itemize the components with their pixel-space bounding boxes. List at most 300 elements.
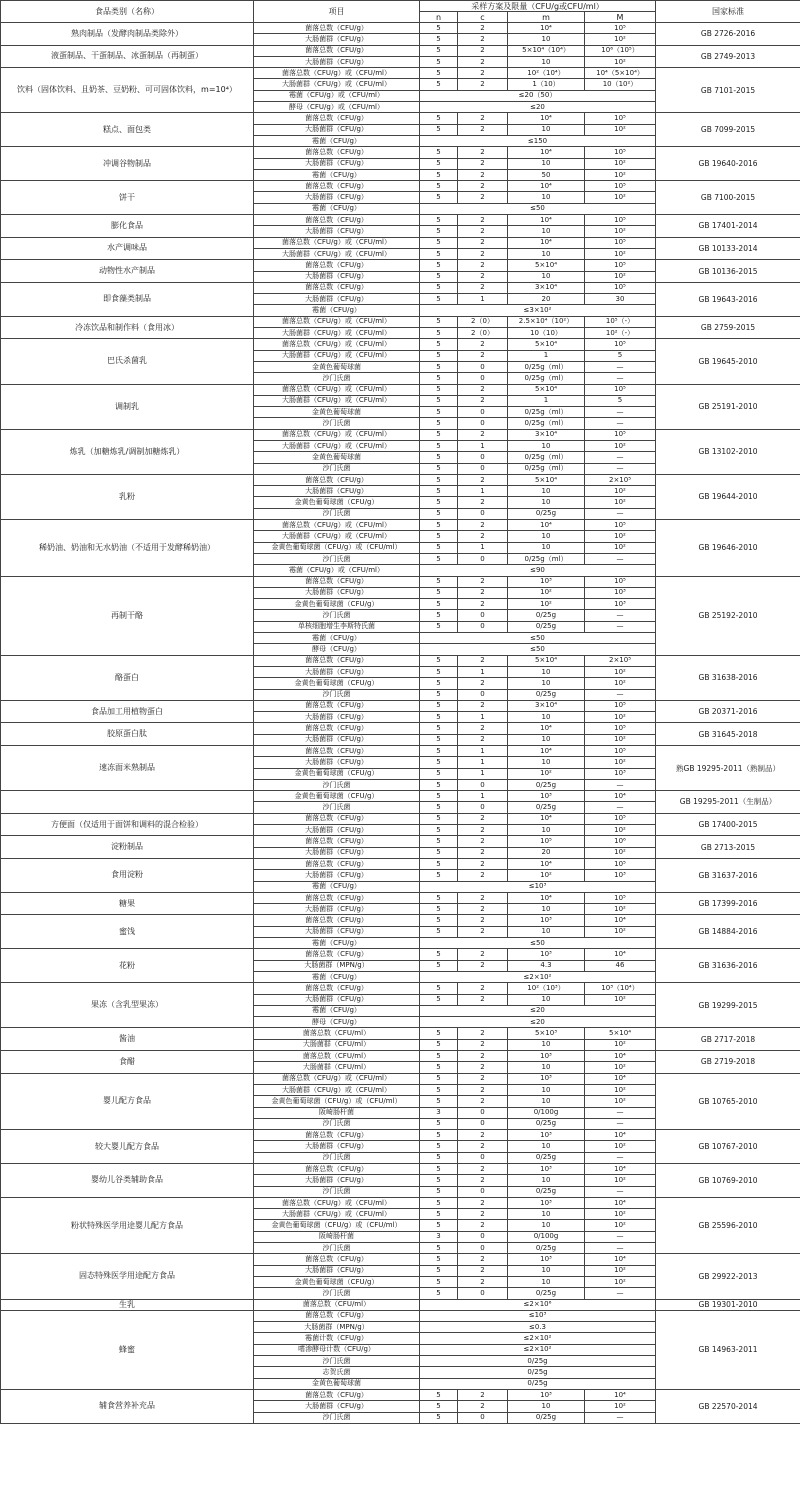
item-cell: 大肠菌群（CFU/g） bbox=[254, 666, 420, 677]
item-cell: 大肠菌群（CFU/g） bbox=[254, 734, 420, 745]
item-cell: 大肠菌群（CFU/g）或（CFU/ml） bbox=[254, 248, 420, 259]
m-cell: 10⁴ bbox=[508, 237, 585, 248]
M-cell: — bbox=[585, 689, 656, 700]
m-cell: 0/25g（ml） bbox=[508, 418, 585, 429]
item-cell: 沙门氏菌 bbox=[254, 779, 420, 790]
M-cell: — bbox=[585, 1118, 656, 1129]
food-category-cell: 婴幼儿谷类辅助食品 bbox=[1, 1163, 254, 1197]
c-cell: 0 bbox=[458, 1118, 508, 1129]
M-cell: 10² bbox=[585, 56, 656, 67]
n-cell: 5 bbox=[420, 1254, 458, 1265]
M-cell: 5 bbox=[585, 350, 656, 361]
m-cell: 4.3 bbox=[508, 960, 585, 971]
item-cell: 菌落总数（CFU/g） bbox=[254, 723, 420, 734]
m-cell: 0/25g bbox=[508, 1118, 585, 1129]
M-cell: 10⁵ bbox=[585, 113, 656, 124]
m-cell: 10 bbox=[508, 1062, 585, 1073]
food-category-cell: 花粉 bbox=[1, 949, 254, 983]
table-row bbox=[1, 1389, 800, 1400]
c-cell: 2 bbox=[458, 825, 508, 836]
m-cell: 10 bbox=[508, 1401, 585, 1412]
M-cell: 10⁴ bbox=[585, 1197, 656, 1208]
m-cell: 10³ bbox=[508, 1389, 585, 1400]
m-cell: 10⁴ bbox=[508, 723, 585, 734]
c-cell: 2 bbox=[458, 113, 508, 124]
c-cell: 0 bbox=[458, 418, 508, 429]
c-cell: 2 bbox=[458, 282, 508, 293]
c-cell: 2 bbox=[458, 350, 508, 361]
n-cell: 5 bbox=[420, 226, 458, 237]
standard-cell: GB 7101-2015 bbox=[656, 68, 800, 113]
item-cell: 沙门氏菌 bbox=[254, 1118, 420, 1129]
m-cell: 0/25g bbox=[508, 508, 585, 519]
food-category-cell: 糕点、面包类 bbox=[1, 113, 254, 147]
item-cell: 霉菌（CFU/g） bbox=[254, 305, 420, 316]
m-cell: 10 bbox=[508, 1276, 585, 1287]
table-row bbox=[1, 45, 800, 56]
c-cell: 0 bbox=[458, 1152, 508, 1163]
m-cell: 10 bbox=[508, 497, 585, 508]
item-cell: 阪崎肠杆菌 bbox=[254, 1231, 420, 1242]
m-cell: 10⁴ bbox=[508, 520, 585, 531]
standard-cell: GB 2717-2018 bbox=[656, 1028, 800, 1051]
M-cell: 10³ bbox=[585, 768, 656, 779]
n-cell: 5 bbox=[420, 915, 458, 926]
c-cell: 2 bbox=[458, 858, 508, 869]
c-cell: 0 bbox=[458, 1186, 508, 1197]
c-cell: 2 bbox=[458, 1209, 508, 1220]
m-cell: 10 bbox=[508, 34, 585, 45]
item-cell: 菌落总数（CFU/g） bbox=[254, 813, 420, 824]
c-cell: 2 bbox=[458, 34, 508, 45]
food-category-cell: 饮料（固体饮料、且奶茶、豆奶粉、可可固体饮料，m=10⁴） bbox=[1, 68, 254, 113]
item-cell: 大肠菌群（CFU/ml） bbox=[254, 1062, 420, 1073]
standard-cell: GB 10769-2010 bbox=[656, 1163, 800, 1197]
M-cell: — bbox=[585, 1412, 656, 1423]
c-cell: 2 bbox=[458, 1073, 508, 1084]
c-cell: 1 bbox=[458, 712, 508, 723]
c-cell: 0 bbox=[458, 1288, 508, 1299]
food-category-cell: 巴氏杀菌乳 bbox=[1, 339, 254, 384]
standard-cell: GB 2713-2015 bbox=[656, 836, 800, 859]
item-cell: 菌落总数（CFU/g）或（CFU/ml） bbox=[254, 1073, 420, 1084]
n-cell: 5 bbox=[420, 1073, 458, 1084]
n-cell: 5 bbox=[420, 1401, 458, 1412]
standard-cell: GB 19640-2016 bbox=[656, 147, 800, 181]
item-cell: 大肠菌群（CFU/g）或（CFU/ml） bbox=[254, 1209, 420, 1220]
standard-cell: GB 22570-2014 bbox=[656, 1389, 800, 1423]
m-cell: 10 bbox=[508, 542, 585, 553]
m-cell: 10⁴ bbox=[508, 23, 585, 34]
c-cell: 1 bbox=[458, 440, 508, 451]
n-cell: 5 bbox=[420, 983, 458, 994]
m-cell: 10 bbox=[508, 248, 585, 259]
c-cell: 2（0） bbox=[458, 316, 508, 327]
n-cell: 3 bbox=[420, 1107, 458, 1118]
item-cell: 霉菌（CFU/g） bbox=[254, 1005, 420, 1016]
item-cell: 菌落总数（CFU/g） bbox=[254, 23, 420, 34]
standard-cell: GB 31637-2016 bbox=[656, 858, 800, 892]
n-cell: 5 bbox=[420, 825, 458, 836]
table-body bbox=[1, 23, 800, 1424]
header-n: n bbox=[420, 12, 458, 23]
n-cell: 5 bbox=[420, 689, 458, 700]
M-cell: 10² bbox=[585, 1175, 656, 1186]
m-cell: 10 bbox=[508, 486, 585, 497]
M-cell: 10⁵ bbox=[585, 746, 656, 757]
shared-limit-cell: ≤20（50） bbox=[420, 90, 656, 101]
n-cell: 5 bbox=[420, 1276, 458, 1287]
n-cell: 5 bbox=[420, 169, 458, 180]
n-cell: 5 bbox=[420, 1220, 458, 1231]
c-cell: 2 bbox=[458, 147, 508, 158]
n-cell: 5 bbox=[420, 1096, 458, 1107]
item-cell: 大肠菌群（CFU/g） bbox=[254, 56, 420, 67]
m-cell: 0/25g（ml） bbox=[508, 452, 585, 463]
M-cell: 10² bbox=[585, 440, 656, 451]
c-cell: 2 bbox=[458, 158, 508, 169]
m-cell: 10 bbox=[508, 1175, 585, 1186]
n-cell: 5 bbox=[420, 553, 458, 564]
food-category-cell: 淀粉制品 bbox=[1, 836, 254, 859]
m-cell: 5×10⁴ bbox=[508, 474, 585, 485]
n-cell: 5 bbox=[420, 757, 458, 768]
item-cell: 菌落总数（CFU/g） bbox=[254, 1310, 420, 1321]
M-cell: 2×10⁵ bbox=[585, 474, 656, 485]
food-category-cell: 较大婴儿配方食品 bbox=[1, 1130, 254, 1164]
m-cell: 10 bbox=[508, 158, 585, 169]
M-cell: 10⁵ bbox=[585, 237, 656, 248]
m-cell: 0/25g bbox=[508, 1288, 585, 1299]
M-cell: 10² bbox=[585, 666, 656, 677]
food-category-cell: 辅食营养补充品 bbox=[1, 1389, 254, 1423]
n-cell: 5 bbox=[420, 215, 458, 226]
shared-limit-cell: ≤2×10² bbox=[420, 1344, 656, 1355]
item-cell: 大肠菌群（MPN/g） bbox=[254, 1322, 420, 1333]
standard-cell: GB 25191-2010 bbox=[656, 384, 800, 429]
item-cell: 沙门氏菌 bbox=[254, 610, 420, 621]
c-cell: 2 bbox=[458, 847, 508, 858]
item-cell: 金黄色葡萄球菌（CFU/g） bbox=[254, 791, 420, 802]
m-cell: 20 bbox=[508, 847, 585, 858]
m-cell: 1（10） bbox=[508, 79, 585, 90]
n-cell: 5 bbox=[420, 587, 458, 598]
c-cell: 2 bbox=[458, 339, 508, 350]
n-cell: 5 bbox=[420, 260, 458, 271]
item-cell: 金黄色葡萄球菌（CFU/g） bbox=[254, 599, 420, 610]
shared-limit-cell: 0/25g bbox=[420, 1367, 656, 1378]
standard-cell: GB 10765-2010 bbox=[656, 1073, 800, 1129]
table-row bbox=[1, 1028, 800, 1039]
M-cell: 10⁴ bbox=[585, 1163, 656, 1174]
c-cell: 0 bbox=[458, 802, 508, 813]
M-cell: 46 bbox=[585, 960, 656, 971]
m-cell: 10 bbox=[508, 926, 585, 937]
M-cell: 10⁵（-） bbox=[585, 316, 656, 327]
M-cell: 10⁵ bbox=[585, 723, 656, 734]
standard-cell: GB 2749-2013 bbox=[656, 45, 800, 68]
item-cell: 菌落总数（CFU/g） bbox=[254, 858, 420, 869]
M-cell: 10² bbox=[585, 825, 656, 836]
m-cell: 10⁴ bbox=[508, 113, 585, 124]
item-cell: 菌落总数（CFU/g）或（CFU/ml） bbox=[254, 237, 420, 248]
m-cell: 0/25g（ml） bbox=[508, 463, 585, 474]
table-row bbox=[1, 915, 800, 926]
n-cell: 5 bbox=[420, 271, 458, 282]
M-cell: — bbox=[585, 463, 656, 474]
item-cell: 菌落总数（CFU/g） bbox=[254, 655, 420, 666]
M-cell: — bbox=[585, 802, 656, 813]
m-cell: 10³ bbox=[508, 1197, 585, 1208]
item-cell: 霉菌（CFU/g） bbox=[254, 203, 420, 214]
c-cell: 2 bbox=[458, 1051, 508, 1062]
m-cell: 10 bbox=[508, 1096, 585, 1107]
M-cell: 10（10²） bbox=[585, 79, 656, 90]
c-cell: 2 bbox=[458, 926, 508, 937]
c-cell: 2 bbox=[458, 271, 508, 282]
standard-cell: GB 19645-2010 bbox=[656, 339, 800, 384]
shared-limit-cell: 0/25g bbox=[420, 1378, 656, 1389]
food-category-cell: 胶原蛋白肽 bbox=[1, 723, 254, 746]
m-cell: 3×10⁴ bbox=[508, 282, 585, 293]
item-cell: 大肠菌群（CFU/g） bbox=[254, 994, 420, 1005]
m-cell: 10 bbox=[508, 1220, 585, 1231]
c-cell: 2（0） bbox=[458, 328, 508, 339]
item-cell: 大肠菌群（CFU/g） bbox=[254, 712, 420, 723]
n-cell: 5 bbox=[420, 316, 458, 327]
item-cell: 酵母（CFU/g） bbox=[254, 1017, 420, 1028]
m-cell: 5×10³ bbox=[508, 1028, 585, 1039]
shared-limit-cell: ≤150 bbox=[420, 135, 656, 146]
table-row bbox=[1, 746, 800, 757]
M-cell: 10² bbox=[585, 1220, 656, 1231]
item-cell: 大肠菌群（CFU/g） bbox=[254, 1175, 420, 1186]
item-cell: 大肠菌群（CFU/g） bbox=[254, 34, 420, 45]
m-cell: 10 bbox=[508, 904, 585, 915]
c-cell: 2 bbox=[458, 1175, 508, 1186]
item-cell: 大肠菌群（CFU/g） bbox=[254, 1141, 420, 1152]
M-cell: 5 bbox=[585, 395, 656, 406]
M-cell: 10² bbox=[585, 192, 656, 203]
n-cell: 5 bbox=[420, 68, 458, 79]
food-category-cell: 蜜饯 bbox=[1, 915, 254, 949]
c-cell: 2 bbox=[458, 960, 508, 971]
m-cell: 0/25g bbox=[508, 1412, 585, 1423]
c-cell: 2 bbox=[458, 56, 508, 67]
standard-cell: GB 2726-2016 bbox=[656, 23, 800, 46]
M-cell: — bbox=[585, 1152, 656, 1163]
n-cell: 5 bbox=[420, 858, 458, 869]
m-cell: 10³ bbox=[508, 1163, 585, 1174]
food-category-cell: 调制乳 bbox=[1, 384, 254, 429]
M-cell: 10⁵ bbox=[585, 813, 656, 824]
table-row bbox=[1, 282, 800, 293]
table-row bbox=[1, 429, 800, 440]
table-row bbox=[1, 1254, 800, 1265]
M-cell: 10² bbox=[585, 497, 656, 508]
n-cell: 5 bbox=[420, 779, 458, 790]
M-cell: 10⁵ bbox=[585, 181, 656, 192]
item-cell: 大肠菌群（CFU/ml） bbox=[254, 1039, 420, 1050]
n-cell: 5 bbox=[420, 452, 458, 463]
c-cell: 0 bbox=[458, 621, 508, 632]
m-cell: 0/25g（ml） bbox=[508, 373, 585, 384]
c-cell: 2 bbox=[458, 1389, 508, 1400]
c-cell: 2 bbox=[458, 1028, 508, 1039]
m-cell: 10 bbox=[508, 1039, 585, 1050]
c-cell: 2 bbox=[458, 1084, 508, 1095]
shared-limit-cell: 0/25g bbox=[420, 1356, 656, 1367]
c-cell: 1 bbox=[458, 542, 508, 553]
c-cell: 2 bbox=[458, 1130, 508, 1141]
M-cell: 10²（-） bbox=[585, 328, 656, 339]
n-cell: 5 bbox=[420, 994, 458, 1005]
m-cell: 1 bbox=[508, 350, 585, 361]
n-cell: 5 bbox=[420, 350, 458, 361]
item-cell: 大肠菌群（CFU/g） bbox=[254, 904, 420, 915]
n-cell: 5 bbox=[420, 407, 458, 418]
c-cell: 2 bbox=[458, 576, 508, 587]
food-category-cell: 冷冻饮品和制作料（食用冰） bbox=[1, 316, 254, 339]
food-category-cell: 动物性水产制品 bbox=[1, 260, 254, 283]
n-cell: 5 bbox=[420, 1118, 458, 1129]
c-cell: 2 bbox=[458, 260, 508, 271]
M-cell: 10² bbox=[585, 1039, 656, 1050]
M-cell: 10² bbox=[585, 1401, 656, 1412]
table-row bbox=[1, 181, 800, 192]
item-cell: 大肠菌群（CFU/g） bbox=[254, 870, 420, 881]
n-cell: 5 bbox=[420, 666, 458, 677]
M-cell: 10⁵ bbox=[585, 282, 656, 293]
table-row bbox=[1, 384, 800, 395]
header-sampling-plan: 采样方案及限量（CFU/g或CFU/ml） bbox=[420, 1, 656, 12]
item-cell: 菌落总数（CFU/g） bbox=[254, 983, 420, 994]
m-cell: 0/25g bbox=[508, 1243, 585, 1254]
M-cell: 10⁵ bbox=[585, 892, 656, 903]
n-cell: 5 bbox=[420, 328, 458, 339]
standard-cell: GB 19299-2015 bbox=[656, 983, 800, 1028]
item-cell: 大肠菌群（CFU/g） bbox=[254, 847, 420, 858]
item-cell: 沙门氏菌 bbox=[254, 1243, 420, 1254]
food-category-cell: 水产调味品 bbox=[1, 237, 254, 260]
n-cell: 5 bbox=[420, 486, 458, 497]
food-category-cell: 乳粉 bbox=[1, 474, 254, 519]
item-cell: 菌落总数（CFU/g） bbox=[254, 1163, 420, 1174]
m-cell: 10²（10⁴） bbox=[508, 68, 585, 79]
M-cell: — bbox=[585, 621, 656, 632]
item-cell: 沙门氏菌 bbox=[254, 1356, 420, 1367]
table-row bbox=[1, 655, 800, 666]
food-category-cell: 熟肉制品（发酵肉制品类除外） bbox=[1, 23, 254, 46]
shared-limit-cell: ≤2×10⁶ bbox=[420, 1299, 656, 1310]
n-cell: 5 bbox=[420, 56, 458, 67]
n-cell: 5 bbox=[420, 712, 458, 723]
item-cell: 沙门氏菌 bbox=[254, 689, 420, 700]
c-cell: 2 bbox=[458, 734, 508, 745]
table-row bbox=[1, 113, 800, 124]
c-cell: 0 bbox=[458, 610, 508, 621]
c-cell: 2 bbox=[458, 836, 508, 847]
item-cell: 菌落总数（CFU/g） bbox=[254, 113, 420, 124]
m-cell: 10³ bbox=[508, 1073, 585, 1084]
item-cell: 大肠菌群（CFU/g）或（CFU/ml） bbox=[254, 395, 420, 406]
food-category-cell: 食醋 bbox=[1, 1051, 254, 1074]
n-cell: 5 bbox=[420, 440, 458, 451]
m-cell: 10 bbox=[508, 226, 585, 237]
M-cell: 10² bbox=[585, 1276, 656, 1287]
header-standard: 国家标准 bbox=[656, 1, 800, 23]
standard-cell: GB 19295-2011（生制品） bbox=[656, 791, 800, 814]
M-cell: — bbox=[585, 1186, 656, 1197]
c-cell: 2 bbox=[458, 215, 508, 226]
n-cell: 5 bbox=[420, 678, 458, 689]
M-cell: 10⁵ bbox=[585, 147, 656, 158]
standard-cell: GB 31645-2018 bbox=[656, 723, 800, 746]
n-cell: 5 bbox=[420, 361, 458, 372]
table-row bbox=[1, 520, 800, 531]
m-cell: 10 bbox=[508, 1141, 585, 1152]
c-cell: 2 bbox=[458, 429, 508, 440]
m-cell: 0/25g bbox=[508, 1186, 585, 1197]
m-cell: 10² bbox=[508, 768, 585, 779]
header-food-category: 食品类别（名称） bbox=[1, 1, 254, 23]
n-cell: 5 bbox=[420, 248, 458, 259]
c-cell: 2 bbox=[458, 79, 508, 90]
c-cell: 2 bbox=[458, 124, 508, 135]
shared-limit-cell: ≤20 bbox=[420, 1005, 656, 1016]
M-cell: — bbox=[585, 553, 656, 564]
item-cell: 霉菌（CFU/g） bbox=[254, 971, 420, 982]
standard-cell: GB 17400-2015 bbox=[656, 813, 800, 836]
item-cell: 沙门氏菌 bbox=[254, 418, 420, 429]
food-category-cell: 冲调谷物制品 bbox=[1, 147, 254, 181]
item-cell: 菌落总数（CFU/g） bbox=[254, 181, 420, 192]
item-cell: 阪崎肠杆菌 bbox=[254, 1107, 420, 1118]
c-cell: 2 bbox=[458, 384, 508, 395]
table-row bbox=[1, 1197, 800, 1208]
item-cell: 菌落总数（CFU/g） bbox=[254, 45, 420, 56]
m-cell: 20 bbox=[508, 294, 585, 305]
M-cell: 10² bbox=[585, 158, 656, 169]
table-row bbox=[1, 791, 800, 802]
c-cell: 2 bbox=[458, 1220, 508, 1231]
M-cell: 10² bbox=[585, 34, 656, 45]
item-cell: 霉菌（CFU/g） bbox=[254, 881, 420, 892]
item-cell: 霉菌（CFU/g） bbox=[254, 135, 420, 146]
c-cell: 2 bbox=[458, 994, 508, 1005]
M-cell: — bbox=[585, 418, 656, 429]
n-cell: 5 bbox=[420, 1051, 458, 1062]
item-cell: 菌落总数（CFU/g） bbox=[254, 892, 420, 903]
item-cell: 菌落总数（CFU/ml） bbox=[254, 1299, 420, 1310]
n-cell: 5 bbox=[420, 339, 458, 350]
table-row bbox=[1, 892, 800, 903]
n-cell: 5 bbox=[420, 373, 458, 384]
M-cell: 10² bbox=[585, 847, 656, 858]
c-cell: 2 bbox=[458, 983, 508, 994]
m-cell: 5×10⁴ bbox=[508, 339, 585, 350]
m-cell: 0/25g bbox=[508, 621, 585, 632]
n-cell: 5 bbox=[420, 1039, 458, 1050]
m-cell: 0/100g bbox=[508, 1231, 585, 1242]
n-cell: 5 bbox=[420, 294, 458, 305]
n-cell: 5 bbox=[420, 723, 458, 734]
M-cell: 10³ bbox=[585, 587, 656, 598]
m-cell: 10² bbox=[508, 587, 585, 598]
m-cell: 10³ bbox=[508, 576, 585, 587]
table-row bbox=[1, 700, 800, 711]
food-category-cell: 再制干酪 bbox=[1, 576, 254, 655]
